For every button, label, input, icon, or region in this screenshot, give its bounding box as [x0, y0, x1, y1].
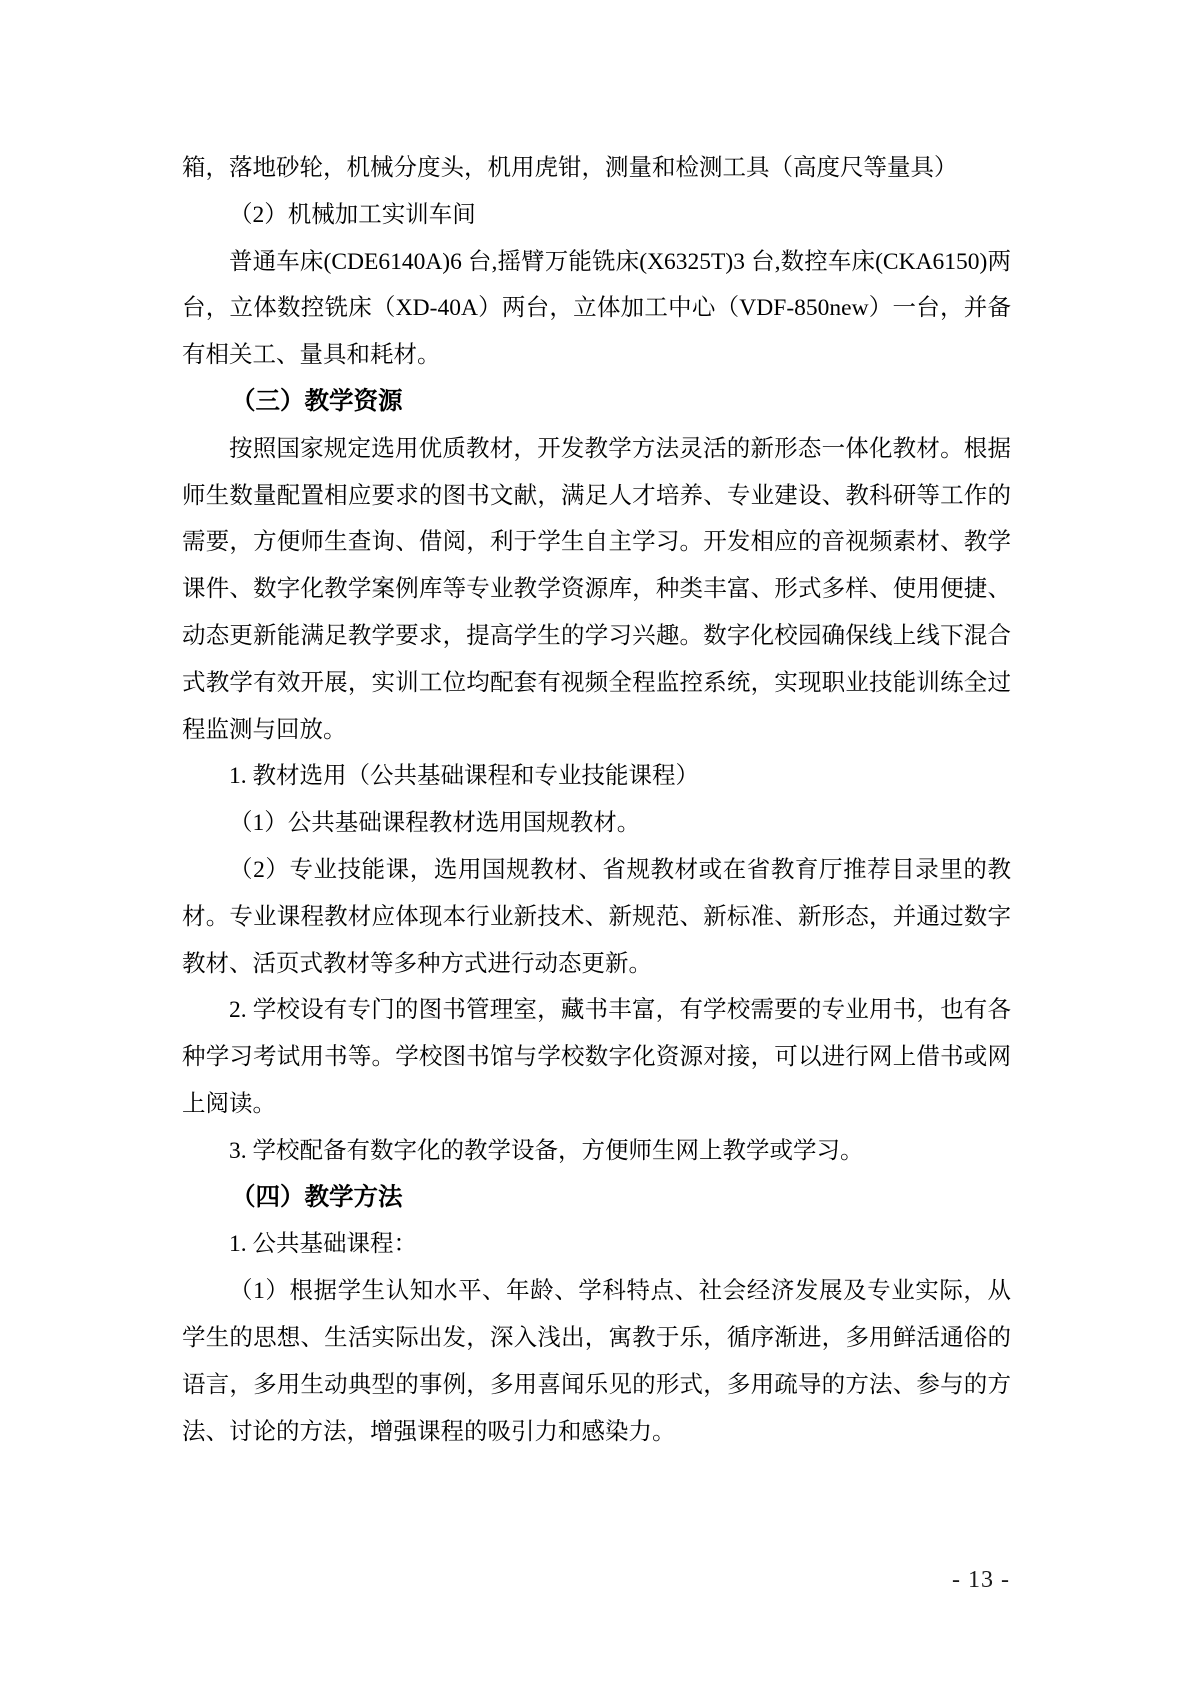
paragraph: 1. 公共基础课程： — [229, 1231, 417, 1258]
section-heading: （三）教学资源 — [231, 387, 403, 415]
paragraph: （2）机械加工实训车间 — [229, 201, 476, 228]
paragraph: 普通车床(CDE6140A)6 台,摇臂万能铣床(X6325T)3 台,数控车床(CKA6150)两台，立体数控铣床（XD-40A）两台，立体加工中心（VDF-850new）一台，并备有相关工、量具和耗材。 — [182, 248, 1011, 369]
paragraph: 箱，落地砂轮，机械分度头，机用虎钳，测量和检测工具（高度尺等量具） — [182, 155, 958, 181]
section-heading: （四）教学方法 — [231, 1183, 403, 1211]
paragraph: 1. 教材选用（公共基础课程和专业技能课程） — [229, 763, 699, 790]
page-number: - 13 - — [952, 1567, 1010, 1593]
paragraph: （1）根据学生认知水平、年龄、学科特点、社会经济发展及专业实际，从学生的思想、生活实际出发，深入浅出，寓教于乐，循序渐进，多用鲜活通俗的语言，多用生动典型的事例，多用喜闻乐见的形式，多用疏导的方法、参与的方法、讨论的方法，增强课程的吸引力和感染力。 — [182, 1278, 1011, 1445]
paragraph: （1）公共基础课程教材选用国规教材。 — [229, 810, 641, 837]
paragraph: 3. 学校配备有数字化的教学设备，方便师生网上教学或学习。 — [229, 1137, 864, 1164]
document-body — [182, 145, 1011, 1455]
paragraph: （2）专业技能课，选用国规教材、省规教材或在省教育厅推荐目录里的教材。专业课程教材应体现本行业新技术、新规范、新标准、新形态，并通过数字教材、活页式教材等多种方式进行动态更新。 — [182, 856, 1011, 977]
paragraph: 2. 学校设有专门的图书管理室，藏书丰富，有学校需要的专业用书，也有各种学习考试用书等。学校图书馆与学校数字化资源对接，可以进行网上借书或网上阅读。 — [182, 997, 1011, 1117]
paragraph: 按照国家规定选用优质教材，开发教学方法灵活的新形态一体化教材。根据师生数量配置相应要求的图书文献，满足人才培养、专业建设、教科研等工作的需要，方便师生查询、借阅，利于学生自主学习。开发相应的音视频素材、教学课件、数字化教学案例库等专业教学资源库，种类丰富、形式多样、使用便捷、动态更新能满足教学要求，提高学生的学习兴趣。数字化校园确保线上线下混合式教学有效开展，实训工位均配套有视频全程监控系统，实现职业技能训练全过程监测与回放。 — [182, 435, 1011, 743]
